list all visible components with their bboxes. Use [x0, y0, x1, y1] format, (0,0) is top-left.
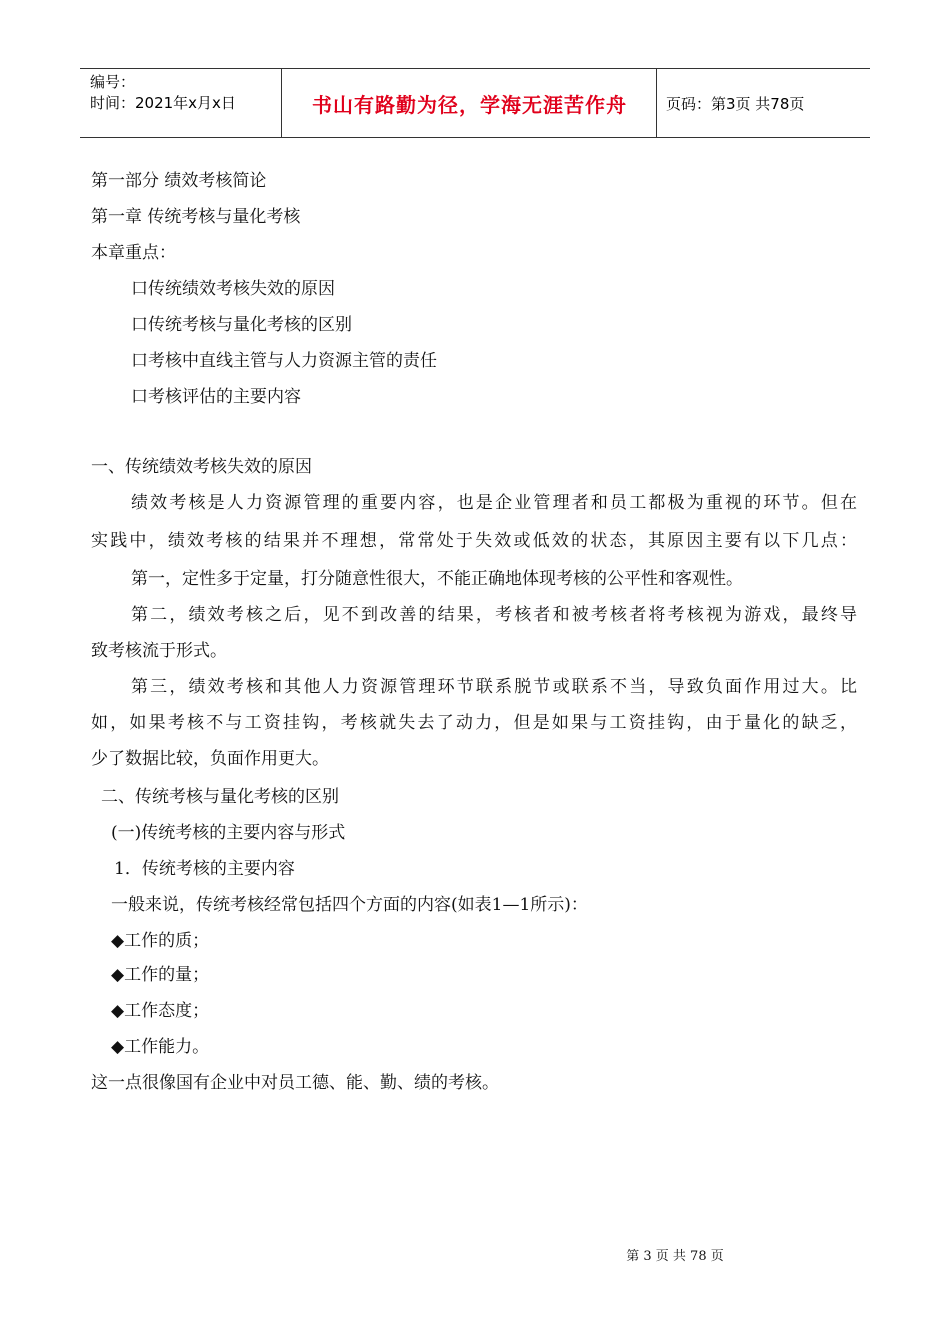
focus-item: 口考核中直线主管与人力资源主管的责任 [131, 351, 437, 371]
focus-item: 口传统考核与量化考核的区别 [131, 315, 352, 335]
focus-item: 口传统绩效考核失效的原因 [131, 279, 335, 299]
subsection-title: (一)传统考核的主要内容与形式 [111, 823, 346, 843]
header-divider-right [656, 69, 657, 137]
paragraph-line: 第三，绩效考核和其他人力资源管理环节联系脱节或联系不当，导致负面作用过大。比 [131, 677, 857, 697]
paragraph-line: 如，如果考核不与工资挂钩，考核就失去了动力，但是如果与工资挂钩，由于量化的缺乏， [91, 713, 857, 733]
paragraph-line: 致考核流于形式。 [91, 641, 227, 661]
bullet-item: ◆工作态度； [111, 1001, 210, 1021]
header-code-label: 编号： [90, 73, 136, 91]
header-meta [90, 72, 280, 114]
part-title: 第一部分 绩效考核简论 [91, 171, 267, 191]
focus-item: 口考核评估的主要内容 [131, 387, 301, 407]
header-page-label: 页码：第3页 共78页 [666, 94, 805, 113]
paragraph-line: 实践中，绩效考核的结果并不理想，常常处于失效或低效的状态，其原因主要有以下几点： [91, 531, 857, 551]
paragraph-line: 少了数据比较，负面作用更大。 [91, 749, 329, 769]
section-title: 一、传统绩效考核失效的原因 [91, 457, 312, 477]
paragraph-line: 绩效考核是人力资源管理的重要内容，也是企业管理者和员工都极为重视的环节。但在 [131, 493, 857, 513]
header-divider-left [281, 69, 282, 137]
paragraph-line: 第二，绩效考核之后，见不到改善的结果，考核者和被考核者将考核视为游戏，最终导 [131, 605, 857, 625]
page-footer: 第 3 页 共 78 页 [626, 1249, 724, 1264]
focus-label: 本章重点： [91, 243, 176, 263]
bullet-item: ◆工作的质； [111, 931, 210, 951]
page-header [80, 68, 870, 138]
bullet-item: ◆工作的量； [111, 965, 210, 985]
item-title: 1．传统考核的主要内容 [114, 859, 295, 879]
closing-line: 这一点很像国有企业中对员工德、能、勤、绩的考核。 [91, 1073, 499, 1093]
intro-line: 一般来说，传统考核经常包括四个方面的内容(如表1—1所示)： [111, 895, 588, 915]
section-title: 二、传统考核与量化考核的区别 [101, 787, 339, 807]
chapter-title: 第一章 传统考核与量化考核 [91, 207, 301, 227]
header-motto: 书山有路勤为径，学海无涯苦作舟 [312, 92, 627, 117]
bullet-item: ◆工作能力。 [111, 1037, 210, 1057]
header-time-label: 时间：2021年x月x日 [90, 94, 236, 112]
paragraph-line: 第一，定性多于定量，打分随意性很大，不能正确地体现考核的公平性和客观性。 [131, 569, 743, 589]
